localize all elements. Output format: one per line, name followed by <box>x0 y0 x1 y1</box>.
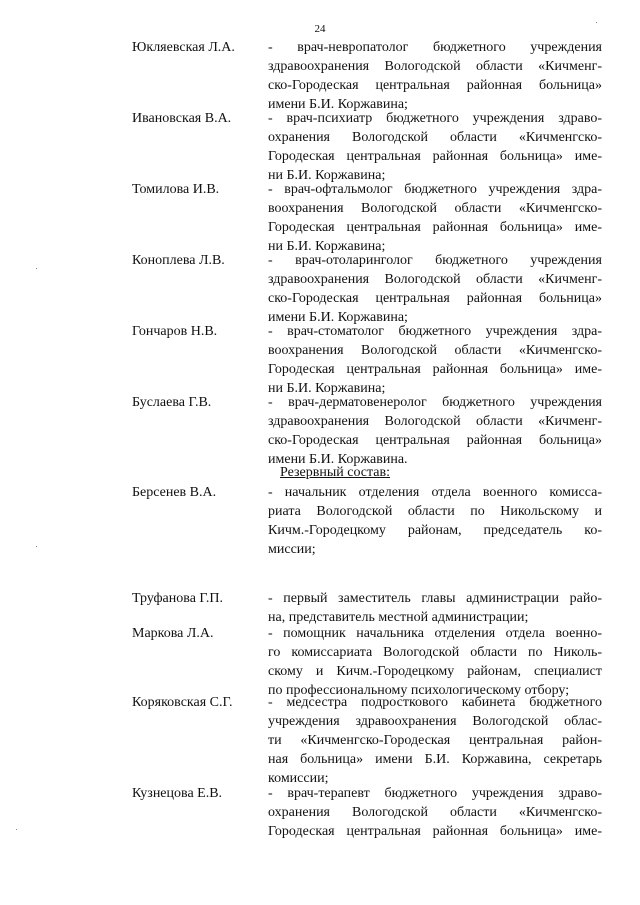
member-name: Гончаров Н.В. <box>132 324 218 339</box>
member-name: Буслаева Г.В. <box>132 395 212 410</box>
member-role: - врач-стоматолог бюджетного учреждения здра- воохранения Вологодской области «Кичменгско- Городеская центральная районная больница» име- ни Б.И. Коржавина; <box>268 324 602 396</box>
scan-speck <box>36 268 37 269</box>
scan-speck <box>36 546 37 547</box>
member-role: - помощник начальника отделения отдела военно- го комиссариата Вологодской области по Николь- скому и Кичм.-Городецкому районам, специалист по профессиональному психологическому отбору; <box>268 626 602 698</box>
member-role: - врач-психиатр бюджетного учреждения здраво- охранения Вологодской области «Кичменгско- Городеская центральная районная больница» име- ни Б.И. Коржавина; <box>268 111 602 183</box>
page-number: 24 <box>314 23 326 35</box>
member-role: - медсестра подросткового кабинета бюджетного учреждения здравоохранения Вологодской облас- ти «Кичменгско-Городеская центральная район- ная больница» имени Б.И. Коржавина, секретарь комиссии; <box>268 695 602 786</box>
member-name: Коряковская С.Г. <box>132 695 233 710</box>
member-name: Берсенев В.А. <box>132 485 217 500</box>
member-role: - врач-отоларинголог бюджетного учреждения здравоохранения Вологодской области «Кичменг- ско-Городеская центральная районная больница» имени Б.И. Коржавина; <box>268 253 602 325</box>
member-role: - врач-терапевт бюджетного учреждения здраво- охранения Вологодской области «Кичменгско- Городеская центральная районная больница» име- <box>268 786 602 839</box>
member-role: - первый заместитель главы администрации райо- на, представитель местной администрации; <box>268 591 602 625</box>
scan-speck <box>596 22 597 23</box>
member-name: Томилова И.В. <box>132 182 220 197</box>
member-role: - врач-офтальмолог бюджетного учреждения здра- воохранения Вологодской области «Кичменгско- Городеская центральная районная больница» име- ни Б.И. Коржавина; <box>268 182 602 254</box>
member-role: - врач-невропатолог бюджетного учреждения здравоохранения Вологодской области «Кичменг- ско-Городеская центральная районная больница» имени Б.И. Коржавина; <box>268 40 602 112</box>
member-role: - начальник отделения отдела военного комисса- риата Вологодской области по Никольскому и Кичм.-Городецкому районам, председатель ко- миссии; <box>268 485 602 557</box>
reserve-heading: Резервный состав: <box>280 465 391 480</box>
scan-speck <box>16 829 17 830</box>
member-name: Кузнецова Е.В. <box>132 786 223 801</box>
member-name: Юкляевская Л.А. <box>132 40 235 55</box>
member-name: Маркова Л.А. <box>132 626 214 641</box>
member-name: Коноплева Л.В. <box>132 253 225 268</box>
member-name: Ивановская В.А. <box>132 111 232 126</box>
member-name: Труфанова Г.П. <box>132 591 224 606</box>
member-role: - врач-дерматовенеролог бюджетного учреждения здравоохранения Вологодской области «Кичменг- ско-Городеская центральная районная больница» имени Б.И. Коржавина. <box>268 395 602 467</box>
